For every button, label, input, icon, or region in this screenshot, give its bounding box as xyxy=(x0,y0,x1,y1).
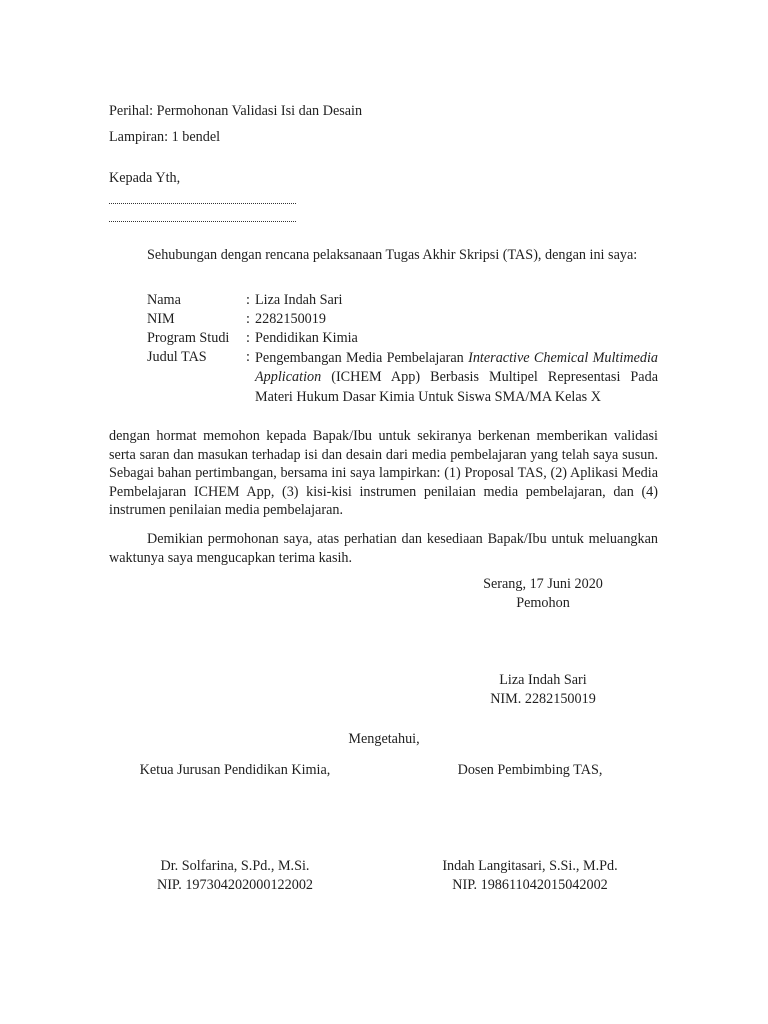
left-signatory-name: Dr. Solfarina, S.Pd., M.Si. xyxy=(160,858,310,874)
right-signatory-nip: NIP. 198611042015042002 xyxy=(452,877,608,893)
recipient-greeting: Kepada Yth, xyxy=(109,170,181,186)
left-signatory-nip: NIP. 197304202000122002 xyxy=(156,877,314,893)
attachment-line: Lampiran: 1 bendel xyxy=(109,129,221,145)
identity-colon: : xyxy=(246,349,250,365)
identity-row-nama xyxy=(147,291,343,310)
identity-label: Judul TAS xyxy=(147,349,207,365)
thesis-title xyxy=(255,349,658,407)
closing-paragraph: Demikian permohonan saya, atas perhatian dan kesediaan Bapak/Ibu untuk meluangkan waktunya saya mengucapkan terima kasih. xyxy=(109,531,658,566)
body-paragraph: dengan hormat memohon kepada Bapak/Ibu untuk sekiranya berkenan memberikan validasi serta saran dan masukan terhadap isi dan desain dari media pembelajaran yang telah saya susun. Sebagai bahan pertimbangan, bersama ini saya lampirkan: (1) Proposal TAS, (2) Aplikasi Media Pembelajaran ICHEM App, (3) kisi-kisi instrumen penilaian media pembelajaran, dan (4) instrumen penilaian media pembelajaran. xyxy=(109,428,658,518)
recipient-blank-line-1 xyxy=(109,203,296,204)
subject-line: Perihal: Permohonan Validasi Isi dan Desain xyxy=(109,103,363,119)
intro-paragraph: Sehubungan dengan rencana pelaksanaan Tugas Akhir Skripsi (TAS), dengan ini saya: xyxy=(147,247,638,263)
signer-name: Liza Indah Sari xyxy=(499,672,587,688)
thesis-title-italic: Interactive Chemical Multimedia Application xyxy=(255,350,658,386)
signature-role: Pemohon xyxy=(516,595,570,611)
signature-place-date: Serang, 17 Juni 2020 xyxy=(483,576,603,592)
right-signatory-title: Dosen Pembimbing TAS, xyxy=(457,762,603,778)
identity-row-nim xyxy=(147,310,326,329)
identity-colon: : xyxy=(246,292,250,308)
identity-colon: : xyxy=(246,311,250,327)
identity-label: Nama xyxy=(147,292,181,308)
thesis-title-part: Pengembangan Media Pembelajaran xyxy=(255,350,469,366)
identity-label: NIM xyxy=(147,311,175,327)
identity-value: 2282150019 xyxy=(255,311,326,327)
identity-value: Pendidikan Kimia xyxy=(255,330,358,346)
recipient-blank-line-2 xyxy=(109,221,296,222)
left-signatory-title: Ketua Jurusan Pendidikan Kimia, xyxy=(139,762,331,778)
identity-label: Program Studi xyxy=(147,330,230,346)
acknowledgement-heading: Mengetahui, xyxy=(348,731,420,747)
identity-row-prodi xyxy=(147,329,358,348)
thesis-title-part: (ICHEM App) Berbasis Multipel Representasi Pada Materi Hukum Dasar Kimia Untuk Siswa SMA/MA Kelas X xyxy=(255,369,658,405)
identity-row-judul xyxy=(147,348,255,367)
right-signatory-name: Indah Langitasari, S.Si., M.Pd. xyxy=(442,858,618,874)
signer-nim: NIM. 2282150019 xyxy=(490,691,596,707)
identity-colon: : xyxy=(246,330,250,346)
identity-value: Liza Indah Sari xyxy=(255,292,343,308)
